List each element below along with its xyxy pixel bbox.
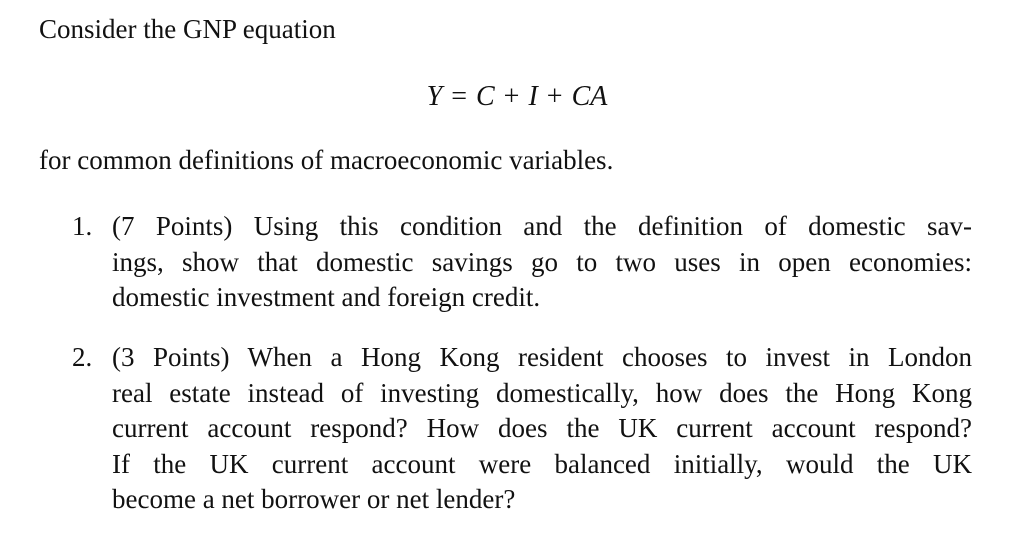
question-line: real estate instead of investing domestically, how does the Hong Kong [112,377,972,408]
question-number: 1. [72,211,93,241]
question-body [112,209,972,316]
question-line: (3 Points) When a Hong Kong resident chooses to invest in London [112,342,972,372]
question-line: ings, show that domestic savings go to two uses in open economies: [112,246,972,277]
question-line: current account respond? How does the UK current account respond? [112,413,972,443]
eq-var-y: Y [426,81,443,112]
question-body [112,340,972,518]
question-line: domestic investment and foreign credit. [112,282,541,312]
definitions-text: for common definitions of macroeconomic variables. [39,145,614,175]
eq-plus-1: + [503,81,520,112]
question-line: become a net borrower or net lender? [112,484,516,514]
gnp-equation [0,80,1024,114]
question-item-2 [72,340,972,518]
equation-math [427,80,608,114]
question-line: (7 Points) Using this condition and the definition of domestic sav- [112,211,972,241]
eq-plus-2: + [546,81,563,112]
eq-var-c: C [475,81,495,112]
intro-text: Consider the GNP equation [39,14,336,44]
eq-equals: = [451,81,467,112]
question-line: If the UK current account were balanced initially, would the UK [112,448,972,479]
question-item-1 [72,209,972,316]
eq-var-ca: CA [571,81,608,112]
question-number: 2. [72,342,93,372]
eq-var-i: I [528,81,538,112]
